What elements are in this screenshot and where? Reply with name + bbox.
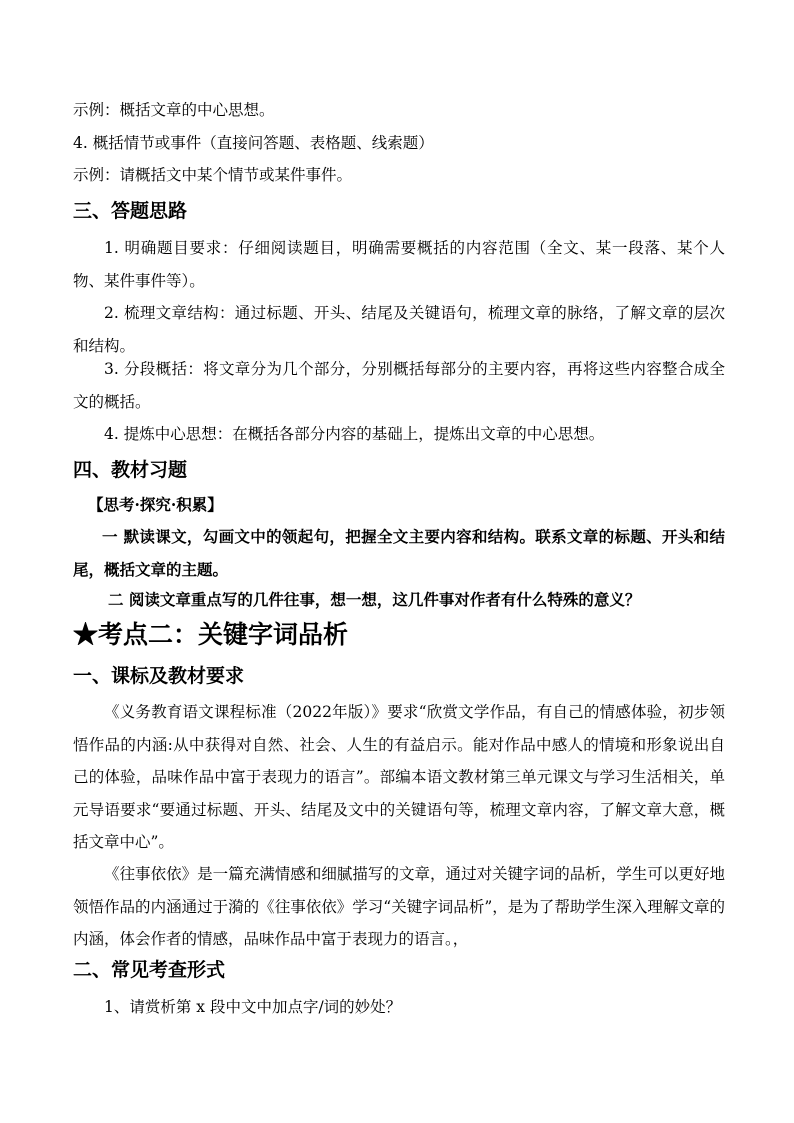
answer-step-3: 3. 分段概括：将文章分为几个部分，分别概括每部分的主要内容，再将这些内容整合成全文的概括。 [73,360,725,411]
example-plot: 示例：请概括文中某个情节或某件事件。 [73,166,353,184]
answer-step-4: 4. 提炼中心思想：在概括各部分内容的基础上，提炼出文章的中心思想。 [104,425,605,443]
kaodian-2-title: ★考点二：关键字词品析 [73,620,349,649]
exercise-question-1: 一 默读课文，勾画文中的领起句，把握全文主要内容和结构。联系文章的标题、开头和结尾，概括文章的主题。 [73,527,725,579]
exercise-label: 【思考·探究·积累】 [88,495,223,514]
section-heading-answer-approach: 三、答题思路 [73,200,188,222]
curriculum-paragraph-1: 《义务教育语文课程标准（2022年版）》要求“欣赏文学作品，有自己的情感体验，初步领悟作品的内涵:从中获得对自然、社会、人生的有益启示。能对作品中感人的情境和形象说出自己的体验，品味作品中富于表现力的语言”。部编本语文教材第三单元课文与学习生活相关，单元导语要求“要通过标题、开头、结尾及文中的关键语句等，梳理文章内容，了解文章大意，概括文章中心”。 [73,703,725,851]
answer-step-2: 2. 梳理文章结构：通过标题、开头、结尾及关键语句，梳理文章的脉络，了解文章的层次和结构。 [73,304,725,355]
curriculum-paragraph-2: 《往事依依》是一篇充满情感和细腻描写的文章，通过对关键字词的品析，学生可以更好地领悟作品的内涵通过于漪的《往事依依》学习“关键字词品析”，是为了帮助学生深入理解文章的内涵，体会作者的情感，品味作品中富于表现力的语言。， [73,865,725,948]
section-heading-textbook-exercises: 四、教材习题 [73,459,188,481]
section-heading-curriculum-requirements: 一、课标及教材要求 [73,665,245,687]
common-form-item-1: 1、请赏析第 x 段中文中加点字/词的妙处？ [104,998,402,1016]
exercise-question-2: 二 阅读文章重点写的几件往事，想一想，这几件事对作者有什么特殊的意义？ [108,590,641,609]
section-heading-common-forms: 二、常见考查形式 [73,959,226,981]
answer-step-1: 1. 明确题目要求：仔细阅读题目，明确需要概括的内容范围（全文、某一段落、某个人物、某件事件等）。 [73,239,725,290]
example-central-idea: 示例：概括文章的中心思想。 [73,101,275,119]
item-4-summarize-plot: 4. 概括情节或事件（直接问答题、表格题、线索题） [73,134,434,152]
